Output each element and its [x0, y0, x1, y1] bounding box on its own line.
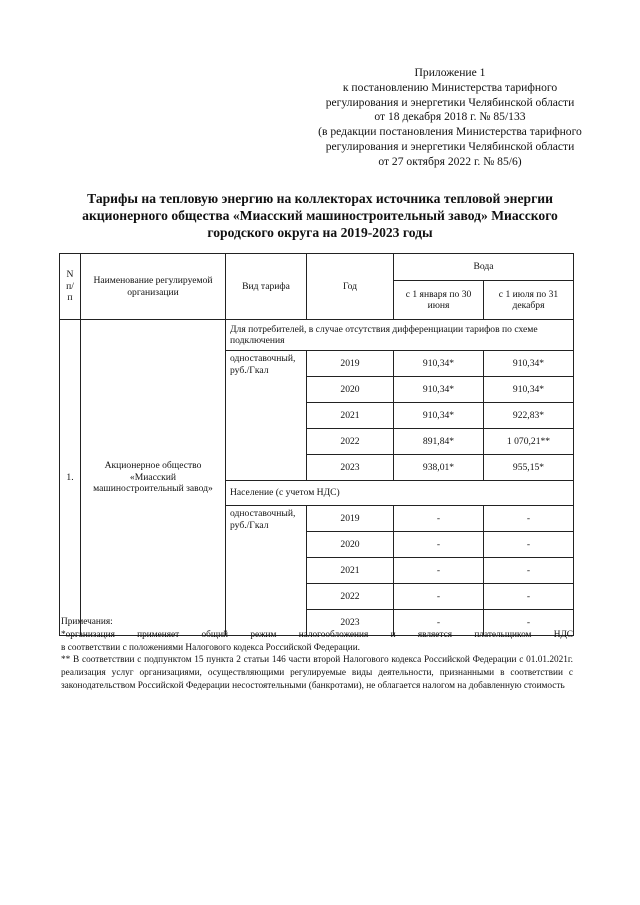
- appendix-header: [300, 66, 600, 170]
- tariff-table: [59, 253, 574, 636]
- row-number: 1.: [60, 320, 81, 636]
- value-cell: -: [484, 584, 574, 610]
- appendix-line: (в редакции постановления Министерства тарифного: [318, 125, 582, 139]
- value-cell: -: [394, 558, 484, 584]
- appendix-line: к постановлению Министерства тарифного: [342, 80, 558, 94]
- appendix-line: регулирования и энергетики Челябинской области: [325, 95, 575, 109]
- header-year: Год: [307, 254, 394, 320]
- value-cell: 910,34*: [484, 351, 574, 377]
- header-num: N п/п: [60, 254, 81, 320]
- header-row: [60, 254, 574, 281]
- value-cell: -: [484, 532, 574, 558]
- appendix-line: Приложение 1: [414, 66, 486, 79]
- value-cell: 938,01*: [394, 455, 484, 481]
- value-cell: -: [484, 506, 574, 532]
- title-line: Тарифы на тепловую энергию на коллекторах источника тепловой энергии: [87, 191, 553, 206]
- header-water: Вода: [394, 254, 574, 281]
- title-line: городского округа на 2019-2023 годы: [207, 225, 433, 240]
- category-label: Для потребителей, в случае отсутствия дифференциации тарифов по схеме подключения: [226, 320, 574, 351]
- value-cell: 891,84*: [394, 429, 484, 455]
- year-cell: 2019: [307, 351, 394, 377]
- notes-section: [61, 616, 573, 693]
- note-1: *организация применяет общий режим налогообложения и является плательщиком НДС: [61, 629, 573, 640]
- organization-name: Акционерное общество «Миасский машиностроительный завод»: [81, 320, 226, 636]
- category-label: Население (с учетом НДС): [226, 481, 574, 506]
- value-cell: -: [484, 558, 574, 584]
- year-cell: 2020: [307, 377, 394, 403]
- header-period-1: с 1 января по 30 июня: [394, 281, 484, 320]
- value-cell: 910,34*: [394, 351, 484, 377]
- value-cell: 922,83*: [484, 403, 574, 429]
- appendix-line: от 18 декабря 2018 г. № 85/133: [374, 110, 526, 124]
- appendix-line: регулирования и энергетики Челябинской области: [325, 139, 575, 153]
- year-cell: 2023: [307, 610, 394, 636]
- appendix-line: от 27 октября 2022 г. № 85/6): [378, 154, 522, 168]
- tariff-type: одноставочный, руб./Гкал: [226, 506, 307, 636]
- value-cell: -: [394, 610, 484, 636]
- header-org: Наименование регулируемой организации: [81, 254, 226, 320]
- value-cell: 910,34*: [394, 377, 484, 403]
- value-cell: 955,15*: [484, 455, 574, 481]
- value-cell: -: [394, 532, 484, 558]
- tariff-type: одноставочный, руб./Гкал: [226, 351, 307, 481]
- title-line: акционерного общества «Миасский машиностроительный завод» Миасского: [82, 208, 558, 223]
- year-cell: 2022: [307, 429, 394, 455]
- value-cell: 1 070,21**: [484, 429, 574, 455]
- year-cell: 2023: [307, 455, 394, 481]
- note-1-continuation: в соответствии с положениями Налогового кодекса Российской Федерации.: [61, 642, 361, 653]
- value-cell: -: [394, 584, 484, 610]
- year-cell: 2022: [307, 584, 394, 610]
- value-cell: -: [484, 610, 574, 636]
- value-cell: 910,34*: [394, 403, 484, 429]
- notes-heading: Примечания:: [61, 617, 113, 627]
- year-cell: 2021: [307, 558, 394, 584]
- header-period-2: с 1 июля по 31 декабря: [484, 281, 574, 320]
- value-cell: 910,34*: [484, 377, 574, 403]
- year-cell: 2020: [307, 532, 394, 558]
- note-2: ** В соответствии с подпунктом 15 пункта 2 статьи 146 части второй Налогового кодекса Российской Федерации с 01.01.2021г. реализация услуг организациями, осуществляющими регулируемые виды деятельности, признанными в соответствии с законодательством Российской Федерации несостоятельными (банкротами), не облагается налогом на добавленную стоимость: [61, 655, 573, 691]
- header-tariff-type: Вид тарифа: [226, 254, 307, 320]
- value-cell: -: [394, 506, 484, 532]
- year-cell: 2021: [307, 403, 394, 429]
- year-cell: 2019: [307, 506, 394, 532]
- document-title: [60, 190, 580, 241]
- category-row: [60, 320, 574, 351]
